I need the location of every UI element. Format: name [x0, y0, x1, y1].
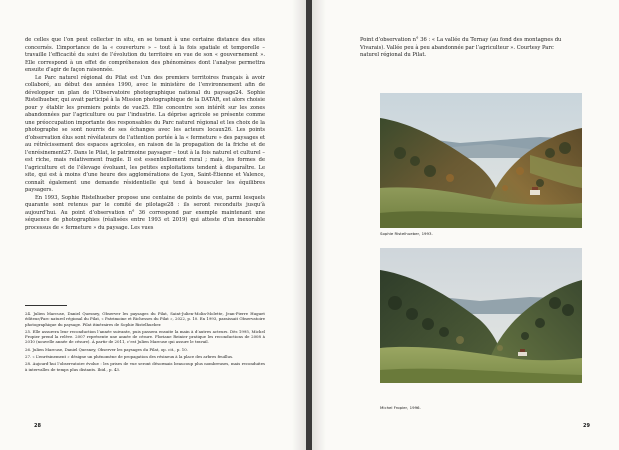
photo-credit-1: Sophie Ristelhueber, 1993.	[380, 231, 433, 236]
photo-1996-valley	[380, 248, 582, 383]
footnotes	[25, 311, 265, 374]
footnote-rule	[25, 305, 67, 306]
footnote-27: 27. « L’enrésinement » désigne un phénomène de propagation des résineux à la place des arbres feuillus.	[25, 354, 234, 360]
footnote-25: 25. Elle assurera leur reconduction l’année suivante, puis passera ensuite la main à d’autres acteurs. Dès 1995, Michel Fropier prend la relève. 2007 représente une année de césure. Floriane Reinier pratique les reconductions de 2008 à 2010 (nouvelle année de césure). À partir de 2011, c’est Julien Marcuse qui assure le travail.	[25, 328, 265, 345]
photo-1993-valley	[380, 93, 582, 228]
page-fold-shadow	[312, 0, 326, 450]
valley-photo-1993	[380, 93, 582, 228]
footnote-24: 24. Julien Marcuse, Daniel Quesney, Observer les paysages du Pilat, Saint-Julien-Molin-Molette, Jean-Pierre Huguet éditeur/Parc naturel régional du Pilat, « Patrimoine et Richesses du Pilat », 2022, p. 10. En 1993, paraissait Observatoire photographique du paysage. Pilat itinéraires de Sophie Ristelhueber.	[25, 311, 265, 327]
paragraph-3: En 1993, Sophie Ristelhueber propose une centaine de points de vue, parmi lesquels quarante sont retenus par le comité de pilotage28 : ils seront reconduits jusqu’à aujourd’hui. Au point d’observation n° 36 correspond par exemple maintenant une séquence de photographies (réalisées entre 1993 et 2019) qui atteste d’un inexorable processus de « fermeture » du paysage. Les vues	[25, 194, 265, 231]
page-fold-shadow	[292, 0, 306, 450]
page-number-left: 28	[34, 423, 41, 429]
paragraph-1: de celles que l’on peut collecter in situ, en se tenant à une certaine distance des sites concernés. L’importance de la « couverture » – tout à la fois spatiale et temporelle – travaille l’efficacité du suivi de l’évolution du territoire en vue de son « gouvernement ». Elle correspond à un effet de compréhension des phénomènes dont l’analyse permettra ensuite d’agir de façon raisonnée.	[25, 37, 265, 73]
photo-credit-2: Michel Fropier, 1996.	[380, 405, 421, 410]
paragraph-2: Le Parc naturel régional du Pilat est l’un des premiers territoires français à avoir collaboré, au début des années 1990, avec le ministère de l’environnement afin de développer un plan de l’Observatoire photographique national du paysage24. Sophie Ristelhueber, qui avait participé à la Mission photographique de la DATAR, est alors choisie pour y établir les premiers points de vue25. Elle concentre son intérêt sur les zones abandonnées par l’agriculture ou par l’industrie. La déprise agricole se présente comme une préoccupation importante des responsables du Parc naturel régional et les choix de la photographe se sont nourris de ses échanges avec les acteurs locaux26. Les points d’observation élus sont révélateurs de l’attention portée à la « fermeture » des paysages et au rétrécissement des espaces agricoles, en raison de la propagation de la friche et de l’enrésinement27. Dans le Pilat, le patrimoine paysager – tout à la fois naturel et culturel – est riche, mais relativement fragile. Il est essentiellement rural ; mais, les formes de l’agriculture et de l’élevage évoluant, les petites exploitations tendent à disparaître. Le site, qui est à moins d’une heure des agglomérations de Lyon, Saint-Étienne et Valence, connaît également une demande résidentielle qui tend à bousculer les équilibres paysagers.	[25, 74, 265, 193]
left-page	[0, 0, 306, 450]
footnote-28: 28. Aujourd’hui l’observatoire évolue : les prises de vue seront désormais beaucoup plus nombreuses, mais reconduites à intervalles de temps plus distants. Ibid., p. 43.	[25, 361, 265, 372]
right-page	[312, 0, 619, 450]
valley-photo-1996	[380, 248, 582, 383]
page-number-right: 29	[583, 423, 590, 429]
body-text	[25, 37, 265, 232]
photo-caption: Point d’observation n° 36 : « La vallée du Ternay (au fond des montagnes du Vivarais). Vallée peu à peu abandonnée par l’agriculteur ». Courtesy Parc naturel régional du Pilat.	[360, 37, 562, 58]
footnote-26: 26. Julien Marcuse, Daniel Quesney, Observer les paysages du Pilat, op. cit., p. 10.	[25, 346, 188, 352]
